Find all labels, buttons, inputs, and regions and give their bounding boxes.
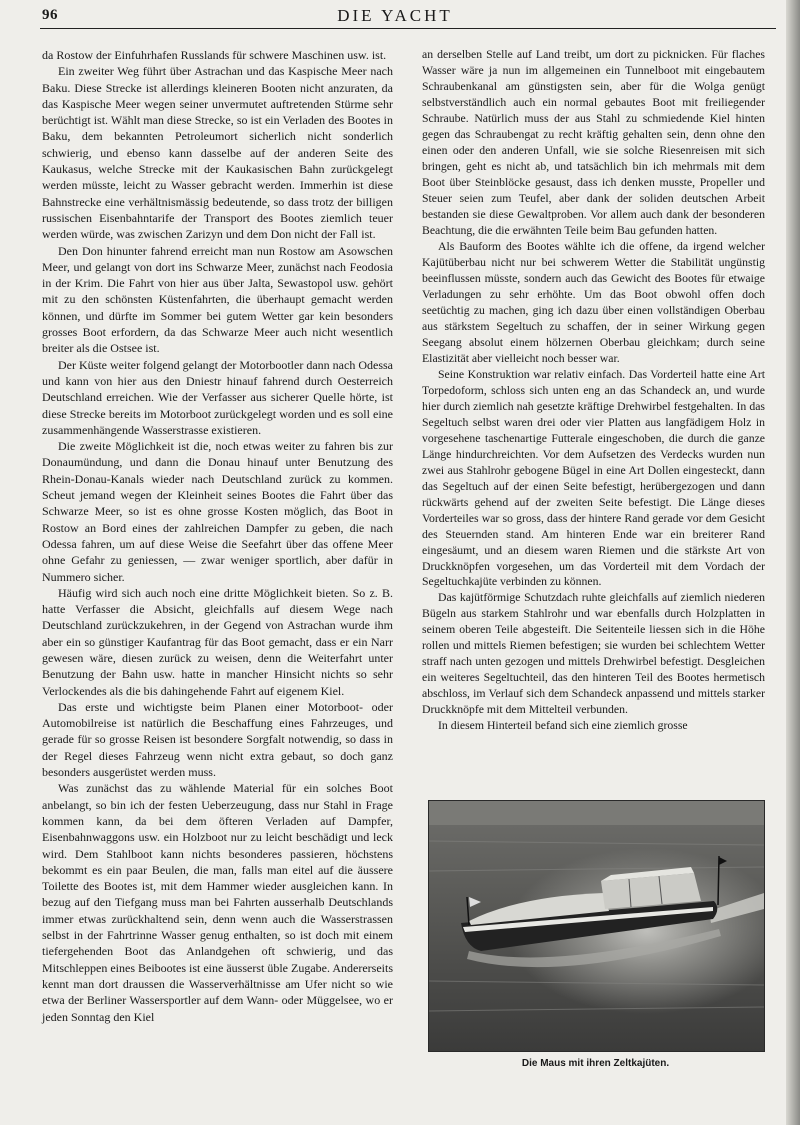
paragraph: da Rostow der Einfuhrhafen Russlands für schwere Maschinen usw. ist. xyxy=(42,48,387,62)
right-column xyxy=(422,47,765,734)
paragraph: Das erste und wichtigste beim Planen einer Motorboot- oder Automobilreise ist natürlich die Beschaffung eines Fahrzeuges, und gerade für so grosse Reisen ist besondere Sorgfalt notwendig, so dass in der Regel dieses Fahrzeug wenn nicht extra gebaut, so doch ganz besonders ausgerüstet werden muss. xyxy=(42,699,393,780)
header-rule xyxy=(40,28,776,29)
paragraph: Ein zweiter Weg führt über Astrachan und das Kaspische Meer nach Baku. Diese Strecke ist allerdings kleineren Booten nicht anzuraten, da das Kaspische Meer wegen seiner unvermutet auftretenden Stürme sehr berüchtigt ist. Wählt man diese Strecke, so ist ein Verladen des Bootes in Baku, dem bekannten Petroleumort sicherlich nicht sonderlich schwierig, und ebenso kann dasselbe auf der anderen Seite des Kaukasus, welche Strecke mit der Kaukasischen Bahn zurückgelegt werden müsste, leicht zu Wasser gebracht werden. Immerhin ist diese Bahnstrecke eine verhältnismässig bedeutende, so dass trotz der billigen russischen Eisenbahntarife der Transport des Bootes ziemlich teuer werden würde, was zwischen Zarizyn und dem Don nicht der Fall ist. xyxy=(42,64,393,242)
page-edge-shadow xyxy=(786,0,800,1125)
paragraph: Die zweite Möglichkeit ist die, noch etwas weiter zu fahren bis zur Donaumündung, und dann die Donau hinauf unter Benutzung des Rhein-Donau-Kanals wieder nach Deutschland zurück zu kommen. Scheut jemand wegen der Kleinheit seines Bootes die Fahrt über das Schwarze Meer, so ist es ohne grosse Kosten möglich, das Boot in Rostow an Bord eines der zahlreichen Dampfer zu geben, die nach Odessa fahren, um auf diese Weise die Seefahrt über das offene Meer ohne Gefahr zu geniessen, — zwar weniger sportlich, aber dafür in Nummero sicher. xyxy=(42,439,393,584)
running-title: DIE YACHT xyxy=(337,6,453,25)
boat-photo-drawing xyxy=(429,801,764,1051)
page-number: 96 xyxy=(42,7,58,23)
paragraph: In diesem Hinterteil befand sich eine ziemlich grosse xyxy=(438,719,688,733)
boat-photograph xyxy=(428,800,765,1052)
paragraph: Was zunächst das zu wählende Material für ein solches Boot anbelangt, so bin ich der festen Ueberzeugung, dass nur Stahl in Frage kommen kann, da bei dem öfteren Verladen auf Dampfer, Eisenbahnwaggons usw. ein Holzboot nur zu leicht beschädigt und leck wird. Dem Stahlboot kann nichts besonderes passieren, höchstens bekommt es ein paar Beulen, die man, falls man eitel auf die äussere Toilette des Bootes ist, mit dem Hammer wieder ausgleichen kann. In bezug auf den Tiefgang muss man bei Fahrten ausserhalb Deutschlands immer etwas zurückhaltend sein, denn wenn auch die Wasserstrassen selbst in der Fahrtrinne Wasser genug enthalten, so ist doch mit einem tiefergehenden Boot das Anlandgehen oft schwierig, und das Mitschleppen eines Beibootes ist eine äusserst üble Zugabe. Andererseits kennt man dort draussen die Wasserverhältnisse am Ufer nicht so wie etwa der Berliner Wassersportler auf dem Wann- oder Müggelsee, wo er jeden Sonntag den Kiel xyxy=(42,781,393,1024)
paragraph: Häufig wird sich auch noch eine dritte Möglichkeit bieten. So z. B. hatte Verfasser die Absicht, gleichfalls auf diesem Wege nach Deutschland zurückzukehren, in der Gegend von Astrachan wurde ihm aber ein so günstiger Kaufantrag für das Boot gemacht, dass er ein Narr gewesen wäre, diesen zurück zu weisen, denn die Weiterfahrt unter Benutzung der Bahn usw. hatte in mancher Hinsicht nichts so sehr Verlockendes als die bis dahingehende Fahrt auf eigenem Kiel. xyxy=(42,585,393,698)
paragraph: Als Bauform des Bootes wählte ich die offene, da irgend welcher Kajütüberbau nicht nur bei schwerem Wetter die Stabilität ungünstig beeinflussen müsste, sondern auch das Gewicht des Bootes für etwaige Verladungen zu sehr erhöhte. Um das Boot obwohl offen doch seetüchtig zu machen, ging ich dazu über einen vollständigen Oberbau aus stärkstem Segeltuch zu schaffen, der in seiner Wirkung gegen Seegang absolut einem hölzernen Oberbau gleichkam; durch seine Elastizität aber vielleicht noch besser war. xyxy=(422,239,765,365)
paragraph: Der Küste weiter folgend gelangt der Motorbootler dann nach Odessa und kann von hier aus den Dniestr hinauf fahrend durch Oesterreich Deutschland erreichen. Wie der Verfasser aus sicherer Quelle hörte, ist diese Strecke bereits im Motorboot zurückgelegt worden und es soll eine zusammenhängende Wasserstrasse existieren. xyxy=(42,357,393,437)
paragraph: Das kajütförmige Schutzdach ruhte gleichfalls auf ziemlich niederen Bügeln aus starkem Stahlrohr und war ebenfalls durch Holzplatten in seinem oberen Teile abgesteift. Die Seitenteile liessen sich in die Höhe rollen und mittels Riemen befestigen; sie wurden bei schlechtem Wetter straff nach unten gezogen und mittels Drehwirbel befestigt. Desgleichen ein weiteres Segeltuchteil, das den hinteren Teil des Bootes hermetisch abschloss, im Verlauf sich dem Schandeck anpassend und mittels starker Druckknöpfe mit dem Mittelteil verbunden. xyxy=(422,591,765,717)
figure-caption: Die Maus mit ihren Zeltkajüten. xyxy=(521,1058,670,1069)
paragraph: Seine Konstruktion war relativ einfach. Das Vorderteil hatte eine Art Torpedoform, schloss sich unten eng an das Schandeck an, und wurde hier durch ziemlich nah gesetzte kräftige Drehwirbel festgehalten. In das Segeltuch selbst waren drei oder vier Platten aus langfädigem Holz in vorgesehene taschenartige Futterale eingeschoben, die durch die ganze Länge hindurchreichten. Vor dem Aufsetzen des Verdecks wurden nun zwei aus Stahlrohr gebogene Bügel in eine Art Dollen eingesteckt, dann das Segeltuch auf der einen Seite befestigt, herübergezogen und dann rückwärts gehend auf der zweiten Seite befestigt. Die Länge dieses Vorderteiles war so gross, dass der hintere Rand gerade vor dem Gesicht des Steuernden stand. Am hinteren Ende war ein breiterer Rand eingesäumt, und an diesem waren Riemen und die stärkste Art von Druckknöpfen vorgesehen, um das Vorderteil mit dem Vordach der Segeltuchkajüte verbinden zu können. xyxy=(422,367,765,589)
paragraph: Den Don hinunter fahrend erreicht man nun Rostow am Asowschen Meer, und gelangt von dort ins Schwarze Meer, zunächst nach Feodosia in der Krim. Die Fahrt von hier aus über Jalta, Sewastopol usw. gehört mit zu den schönsten Küstenfahrten, die überhaupt gemacht werden können, und dürfte im Sommer bei gutem Wetter gar kein besonders grosses Boot erfordern, da das Schwarze Meer auch nicht wesentlich breiter als die Ostsee ist. xyxy=(42,243,393,356)
paragraph: an derselben Stelle auf Land treibt, um dort zu picknicken. Für flaches Wasser wäre ja nun im allgemeinen ein Tunnelboot mit eingebautem Schraubenkanal am günstigsten sein, aber für die Wolga genügt selbstverständlich auch ein normal gebautes Boot mit freiliegender Schraube. Natürlich muss der aus Stahl zu schmiedende Kiel hinten gegen das Schraubengat zu recht kräftig gehalten sein, denn ohne den einen oder den anderen Unfall, wie sie solche Riesenreisen mit sich bringen, geht es nicht ab, und tatsächlich bin ich mehrmals mit dem Boot über Steinblöcke gesaust, dass ich denken musste, Propeller und Steuer seien zum Teufel, aber dank der soliden deutschen Arbeit bestanden sie diese Gewaltproben. Vor allem auch dank der besonderen Beachtung, die die erwähnten Teile beim Bau gefunden hatten. xyxy=(422,48,765,237)
left-column xyxy=(42,47,393,1025)
